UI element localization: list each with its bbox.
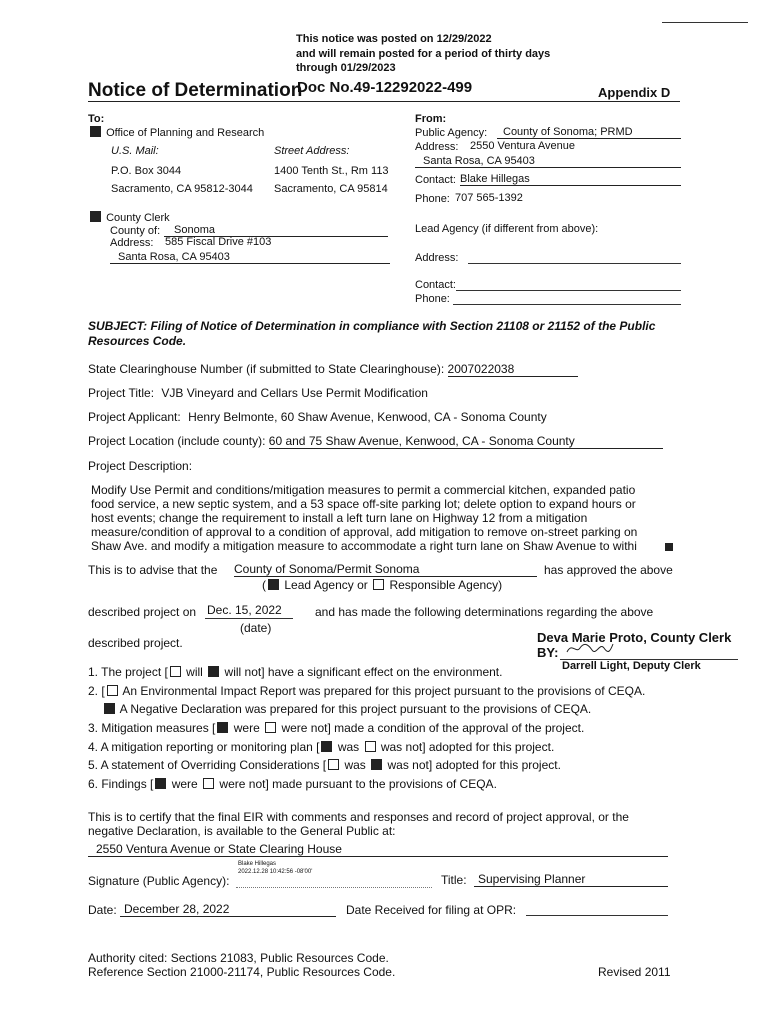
from-label: From: [415,113,447,125]
clerk-address-label: Address: [110,237,154,249]
described-prefix: described project on [88,605,197,619]
title-row [88,386,428,400]
sch-field[interactable]: 2007022038 [448,362,578,377]
from-address-label: Address: [415,141,459,153]
date-caption: (date) [240,621,272,635]
subject-line-1: SUBJECT: Filing of Notice of Determination in compliance with Section 21108 or 21152 of the Public [88,319,656,333]
determination-3: 3. Mitigation measures [ were were not] made a condition of the approval of the project. [88,721,585,735]
by-label: BY: [537,645,559,660]
clerk-address-field[interactable]: Santa Rosa, CA 95403 [110,251,390,264]
contact-label: Contact: [415,174,456,186]
significant-effect-will-checkbox[interactable] [170,666,181,677]
opr-row [88,126,264,139]
agency-field[interactable]: County of Sonoma; PRMD [497,126,681,139]
opr-label: Office of Planning and Research [106,127,265,139]
posting-line-3: through 01/29/2023 [296,62,396,74]
advising-agency-field[interactable]: County of Sonoma/Permit Sonoma [234,562,537,577]
lead-agency-checkbox[interactable] [268,579,279,590]
certify-line-2: negative Declaration, is available to the General Public at: [88,824,396,838]
location-row [88,434,663,449]
posting-line-2: and will remain posted for a period of thirty days [296,48,551,60]
mail-line-2: Sacramento, CA 95812-3044 [111,183,253,195]
revision-label: Revised 2011 [598,965,671,979]
opr-received-label: Date Received for filing at OPR: [346,903,517,917]
signature-line[interactable] [236,887,432,888]
digital-signature-date: 2022.12.28 10:42:56 -08'00' [238,869,313,875]
opr-checkbox[interactable] [90,126,101,137]
signer-title-field[interactable]: Supervising Planner [474,872,668,887]
mitigation-were-checkbox[interactable] [217,722,228,733]
approval-date-line[interactable] [205,618,293,619]
described-line-2: described project. [88,636,183,650]
description-line: food service, a new septic system, and a 53 space off-site parking lot; delete option to expand hours or [91,497,636,511]
advise-suffix: has approved the above [544,563,673,577]
corner-mark [662,22,748,23]
certify-line-1: This is to certify that the final EIR with comments and responses and record of project approval, or the [88,810,629,824]
lead-address-line[interactable] [468,263,681,264]
findings-were-not-checkbox[interactable] [203,778,214,789]
page-title: Notice of Determination [88,80,303,101]
description-line: host events; change the requirement to install a left turn lane on Highway 12 from a mitigation [91,511,588,525]
deputy-clerk-name: Darrell Light, Deputy Clerk [562,660,701,672]
sch-row [88,362,578,377]
applicant-row [88,410,547,424]
contact-field[interactable]: Blake Hillegas [460,173,681,186]
lead-phone-line[interactable] [453,304,681,305]
lead-agency-option: Lead Agency or [284,578,368,592]
applicant-label: Project Applicant: [88,410,181,424]
determination-1: 1. The project [ will will not] have a significant effect on the environment. [88,665,503,679]
overflow-marker [665,543,673,551]
clerk-row [88,211,170,224]
location-field[interactable]: 60 and 75 Shaw Avenue, Kenwood, CA - Sonoma County [269,434,663,449]
lead-agency-label: Lead Agency (if different from above): [415,223,599,235]
header-rule [88,101,680,102]
subject-line-2: Resources Code. [88,334,187,348]
sch-label: State Clearinghouse Number (if submitted to State Clearinghouse): [88,362,445,376]
lead-phone-label: Phone: [415,293,450,305]
location-label: Project Location (include county): [88,434,266,448]
lead-address-label: Address: [415,252,459,264]
project-title-value: VJB Vineyard and Cellars Use Permit Modification [161,386,428,400]
opr-received-line[interactable] [526,915,668,916]
appendix-label: Appendix D [598,85,671,100]
phone-value: 707 565-1392 [455,192,523,204]
description-line: Modify Use Permit and conditions/mitigation measures to permit a commercial kitchen, expanded patio [91,483,636,497]
digital-signature-name: Blake Hillegas [238,861,277,867]
findings-were-checkbox[interactable] [155,778,166,789]
determination-4: 4. A mitigation reporting or monitoring plan [ was was not] adopted for this project. [88,740,555,754]
date-label: Date: [88,903,117,917]
described-suffix: and has made the following determinations regarding the above [315,605,654,619]
authority-cited: Authority cited: Sections 21083, Public Resources Code. [88,951,389,965]
project-title-label: Project Title: [88,386,155,400]
overriding-was-not-checkbox[interactable] [371,759,382,770]
approval-date: Dec. 15, 2022 [207,603,282,617]
county-clerk-name: Deva Marie Proto, County Clerk [537,630,732,645]
significant-effect-will-not-checkbox[interactable] [208,666,219,677]
description-label: Project Description: [88,459,193,473]
advise-prefix: This is to advise that the [88,563,218,577]
determination-6: 6. Findings [ were were not] made pursuant to the provisions of CEQA. [88,777,497,791]
signature-label: Signature (Public Agency): [88,874,230,888]
eir-checkbox[interactable] [107,685,118,696]
description-line: Shaw Ave. and modify a mitigation measure to accommodate a right turn lane on Shaw Avenue to withi [91,539,637,553]
to-label: To: [88,113,105,125]
street-label: Street Address: [274,145,350,157]
clerk-checkbox[interactable] [90,211,101,222]
description-line: measure/condition of approval to a condition of approval, add mitigation to remove on-street parking on [91,525,638,539]
monitoring-plan-was-checkbox[interactable] [321,741,332,752]
determination-5: 5. A statement of Overriding Considerations [ was was not] adopted for this project. [88,758,561,772]
determination-2: 2. [ An Environmental Impact Report was prepared for this project pursuant to the provisions of CEQA. [88,684,646,698]
mitigation-were-not-checkbox[interactable] [265,722,276,733]
signer-title-label: Title: [441,873,467,887]
lead-contact-label: Contact: [415,279,456,291]
agency-type-row: ( Lead Agency or Responsible Agency) [262,578,503,592]
lead-contact-line[interactable] [456,290,681,291]
monitoring-plan-was-not-checkbox[interactable] [365,741,376,752]
from-address-line-1: 2550 Ventura Avenue [470,140,576,152]
determination-2b: A Negative Declaration was prepared for this project pursuant to the provisions of CEQA. [102,702,591,716]
mail-line-1: P.O. Box 3044 [111,165,182,177]
phone-label: Phone: [415,193,450,205]
reference-section: Reference Section 21000-21174, Public Resources Code. [88,965,396,979]
street-line-1: 1400 Tenth St., Rm 113 [274,165,389,177]
clerk-address-line-1: 585 Fiscal Drive #103 [165,236,272,248]
responsible-agency-option: Responsible Agency) [389,578,503,592]
deputy-signature [566,640,614,656]
signature-date-field[interactable]: December 28, 2022 [120,902,336,917]
county-field[interactable]: Sonoma [164,224,388,237]
negative-declaration-checkbox[interactable] [104,703,115,714]
responsible-agency-checkbox[interactable] [373,579,384,590]
applicant-value: Henry Belmonte, 60 Shaw Avenue, Kenwood, CA - Sonoma County [188,410,547,424]
posting-line-1: This notice was posted on 12/29/2022 [296,33,492,45]
county-label: County of: [110,225,161,237]
mail-label: U.S. Mail: [111,145,159,157]
clerk-label: County Clerk [106,212,170,224]
overriding-was-checkbox[interactable] [328,759,339,770]
doc-number: Doc No.49-12292022-499 [297,79,473,96]
agency-label: Public Agency: [415,127,488,139]
public-availability-field[interactable]: 2550 Ventura Avenue or State Clearing House [88,842,668,857]
from-address-field[interactable]: Santa Rosa, CA 95403 [415,155,681,168]
street-line-2: Sacramento, CA 95814 [274,183,388,195]
